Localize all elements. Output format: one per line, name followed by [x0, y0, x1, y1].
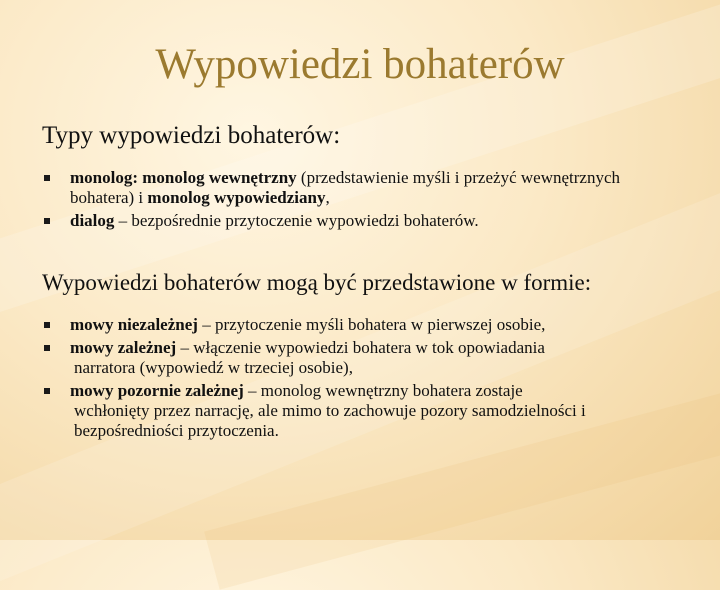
term: dialog	[70, 211, 115, 230]
list-item	[42, 381, 672, 441]
types-list	[42, 168, 672, 234]
slide-title: Wypowiedzi bohaterów	[155, 41, 565, 88]
section-heading-forms: Wypowiedzi bohaterów mogą być przedstawione w formie:	[42, 270, 592, 295]
item-text: (przedstawienie myśli i przeżyć wewnętrznych bohatera) i	[70, 168, 620, 207]
list-item	[42, 168, 672, 208]
item-text: – przytoczenie myśli bohatera w pierwszej osobie,	[197, 315, 546, 334]
bullet-icon	[44, 322, 50, 328]
bullet-icon	[44, 345, 50, 351]
item-text: – monolog wewnętrzny bohatera zostaje	[243, 381, 523, 400]
list-item	[42, 211, 672, 231]
item-text: ,	[325, 188, 330, 207]
term: monolog wypowiedziany	[147, 188, 326, 207]
bullet-icon	[44, 218, 50, 224]
item-continuation: wchłonięty przez narrację, ale mimo to zachowuje pozory samodzielności i bezpośredniości przytoczenia.	[74, 401, 586, 440]
term: mowy zależnej	[70, 338, 177, 357]
term: mowy pozornie zależnej	[70, 381, 244, 400]
term: monolog: monolog wewnętrzny	[70, 168, 297, 187]
forms-list	[42, 315, 672, 444]
item-continuation: narratora (wypowiedź w trzeciej osobie),	[74, 358, 353, 377]
bullet-icon	[44, 175, 50, 181]
term: mowy niezależnej	[70, 315, 198, 334]
bullet-icon	[44, 388, 50, 394]
item-text: – bezpośrednie przytoczenie wypowiedzi bohaterów.	[114, 211, 479, 230]
list-item	[42, 338, 672, 378]
section-heading-types: Typy wypowiedzi bohaterów:	[42, 122, 341, 149]
item-text: – włączenie wypowiedzi bohatera w tok opowiadania	[176, 338, 545, 357]
list-item	[42, 315, 672, 335]
